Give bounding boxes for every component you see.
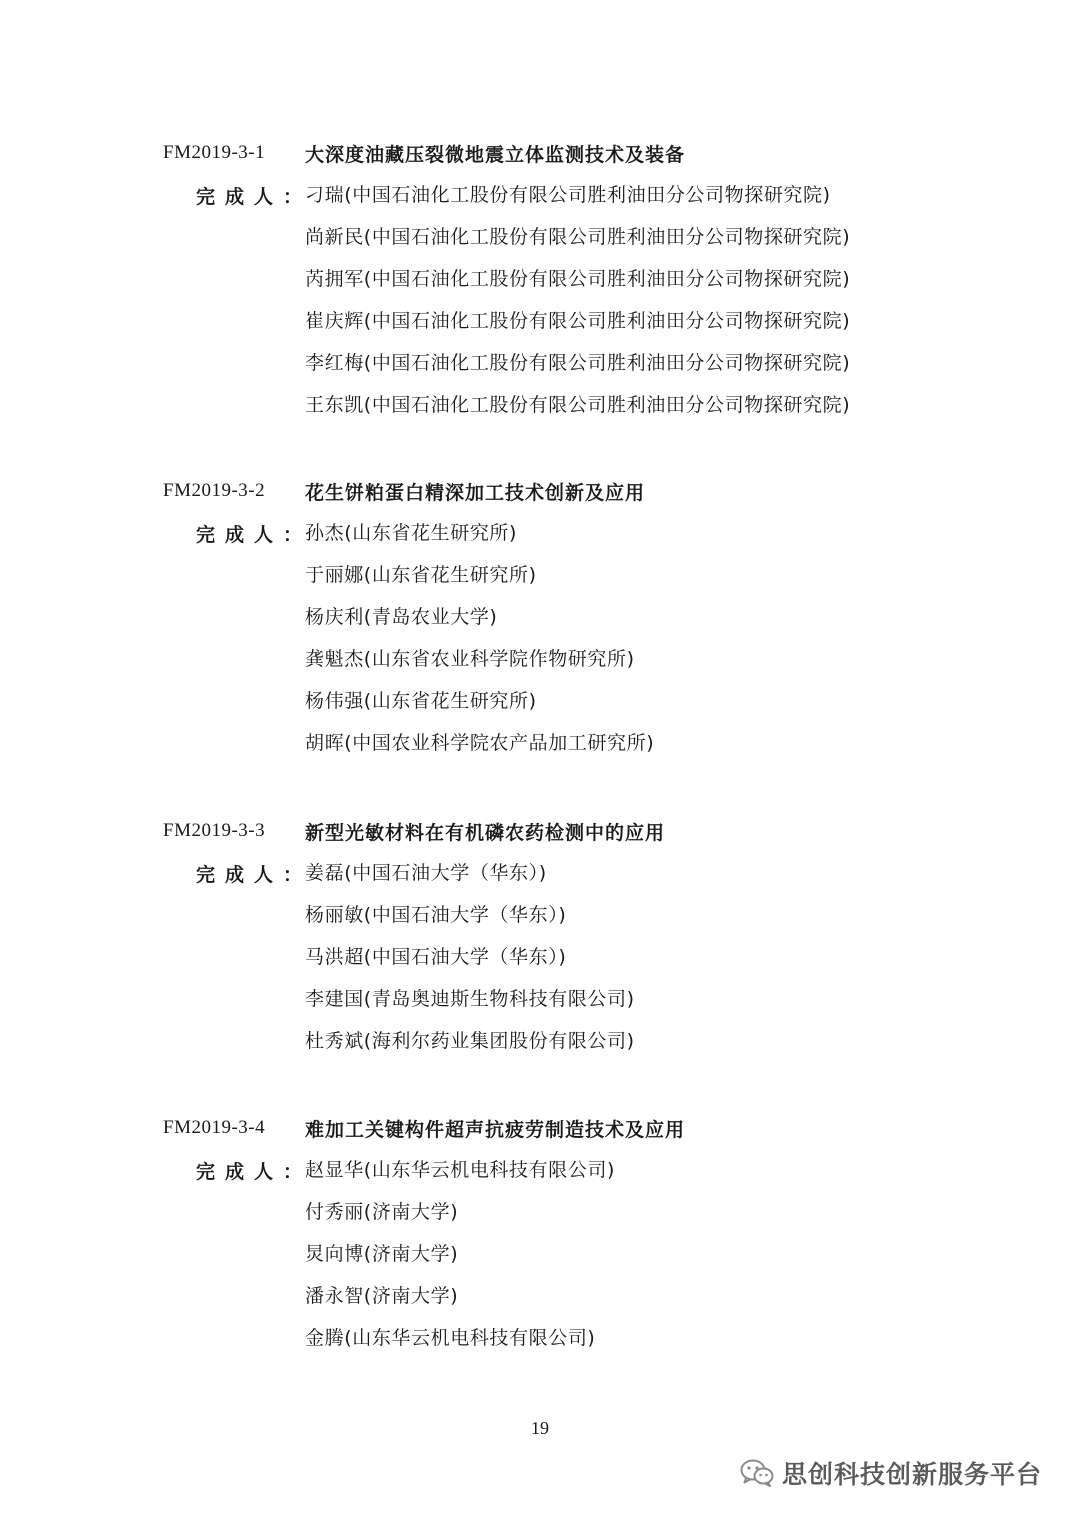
watermark-text: 思创科技创新服务平台	[781, 1460, 1042, 1489]
project-code: FM2019-3-1	[163, 142, 266, 163]
member-list	[305, 518, 654, 770]
member-item: 胡晖(中国农业科学院农产品加工研究所)	[305, 732, 655, 754]
project-header	[163, 1113, 685, 1143]
project-code: FM2019-3-4	[163, 1117, 266, 1138]
member-item: 杨丽敏(中国石油大学（华东）)	[305, 904, 567, 926]
project-title: 大深度油藏压裂微地震立体监测技术及装备	[305, 143, 686, 166]
member-item: 于丽娜(山东省花生研究所)	[305, 564, 537, 586]
project-header	[163, 816, 665, 846]
member-list	[305, 858, 635, 1068]
member-item: 炅向博(济南大学)	[305, 1243, 459, 1265]
member-item: 潘永智(济南大学)	[305, 1285, 459, 1307]
member-item: 尚新民(中国石油化工股份有限公司胜利油田分公司物探研究院)	[305, 226, 851, 248]
member-item: 赵显华(山东华云机电科技有限公司)	[305, 1159, 616, 1181]
project-header	[163, 138, 685, 168]
page-number: 19	[531, 1418, 549, 1438]
member-item: 崔庆辉(中国石油化工股份有限公司胜利油田分公司物探研究院)	[305, 310, 851, 332]
member-item: 李建国(青岛奥迪斯生物科技有限公司)	[305, 988, 635, 1010]
completers-label: 完成人：	[196, 1160, 313, 1183]
member-item: 杜秀斌(海利尔药业集团股份有限公司)	[305, 1030, 635, 1052]
project-title: 花生饼粕蛋白精深加工技术创新及应用	[305, 481, 646, 504]
member-item: 刁瑞(中国石油化工股份有限公司胜利油田分公司物探研究院)	[305, 184, 831, 206]
member-item: 杨庆利(青岛农业大学)	[305, 606, 498, 628]
member-item: 芮拥军(中国石油化工股份有限公司胜利油田分公司物探研究院)	[305, 268, 851, 290]
completers-label: 完成人：	[196, 185, 313, 208]
member-item: 龚魁杰(山东省农业科学院作物研究所)	[305, 648, 635, 670]
member-item: 李红梅(中国石油化工股份有限公司胜利油田分公司物探研究院)	[305, 352, 851, 374]
member-item: 孙杰(山东省花生研究所)	[305, 522, 518, 544]
project-code: FM2019-3-3	[163, 820, 266, 841]
wechat-icon	[740, 1459, 774, 1487]
project-title: 难加工关键构件超声抗疲劳制造技术及应用	[305, 1118, 686, 1141]
member-item: 王东凯(中国石油化工股份有限公司胜利油田分公司物探研究院)	[305, 394, 851, 416]
member-list	[305, 1155, 615, 1365]
project-header	[163, 476, 645, 506]
member-item: 姜磊(中国石油大学（华东）)	[305, 862, 547, 884]
member-item: 马洪超(中国石油大学（华东）)	[305, 946, 567, 968]
project-title: 新型光敏材料在有机磷农药检测中的应用	[305, 821, 666, 844]
watermark	[740, 1455, 1042, 1491]
completers-label: 完成人：	[196, 863, 313, 886]
member-item: 付秀丽(济南大学)	[305, 1201, 459, 1223]
member-list	[305, 180, 850, 432]
project-code: FM2019-3-2	[163, 480, 266, 501]
completers-label: 完成人：	[196, 523, 313, 546]
member-item: 杨伟强(山东省花生研究所)	[305, 690, 537, 712]
member-item: 金腾(山东华云机电科技有限公司)	[305, 1327, 596, 1349]
